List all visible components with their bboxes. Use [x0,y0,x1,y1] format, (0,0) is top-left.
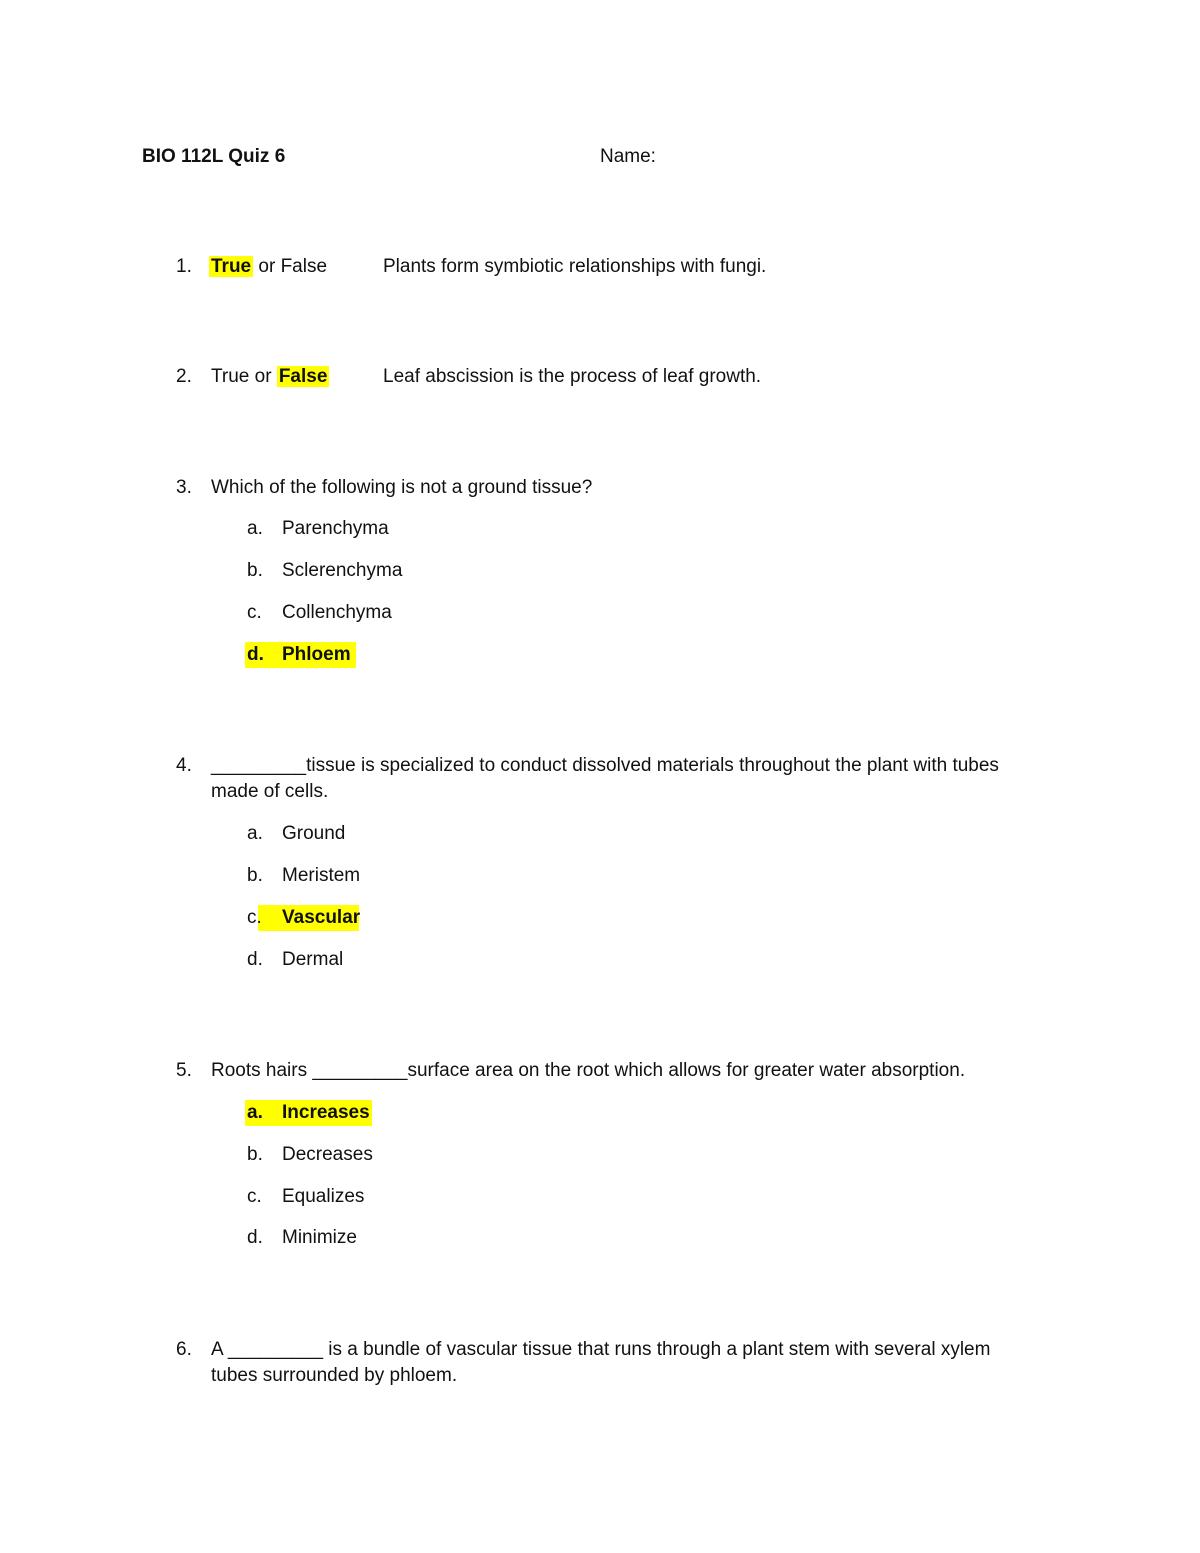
question-text-line1: A _________ is a bundle of vascular tissue that runs through a plant stem with several xylem [211,1339,991,1360]
true-false-choices [211,365,329,389]
option-letter: b. [247,865,263,886]
option-text: Collenchyma [282,602,392,623]
option-letter: c. [247,602,262,623]
option-letter: c. [247,907,262,928]
choice-true-answer: True [211,256,252,277]
question-text-line1: _________tissue is specialized to conduct dissolved materials throughout the plant with tubes [211,755,999,776]
option-letter: a. [247,823,263,844]
question-number: 3. [176,477,192,498]
option-text: Dermal [282,949,344,970]
option-text: Sclerenchyma [282,560,403,581]
option-letter: d. [247,949,263,970]
option-letter-answer: a. [247,1102,263,1123]
option-letter: b. [247,560,263,581]
option-text-answer: Vascular [282,907,361,928]
question-statement: Leaf abscission is the process of leaf growth. [383,366,762,387]
option-text-answer: Increases [282,1102,370,1123]
option-text: Meristem [282,865,361,886]
option-text: Ground [282,823,346,844]
question-text-line2: tubes surrounded by phloem. [211,1365,458,1386]
question-number: 4. [176,755,192,776]
choice-false: False [280,256,328,277]
option-letter-answer: d. [247,644,264,665]
question-number: 6. [176,1339,192,1360]
choice-false-answer: False [278,366,328,387]
choice-or: or [253,256,281,277]
question-number: 1. [176,256,192,277]
question-statement: Plants form symbiotic relationships with fungi. [383,256,767,277]
option-letter: a. [247,518,263,539]
true-false-choices [209,255,327,279]
question-number: 5. [176,1060,192,1081]
question-number: 2. [176,366,192,387]
option-text: Minimize [282,1227,357,1248]
option-text: Decreases [282,1144,373,1165]
option-letter: d. [247,1227,263,1248]
question-text: Which of the following is not a ground tissue? [211,477,593,498]
option-text-answer: Phloem [282,644,351,665]
question-text: Roots hairs _________surface area on the root which allows for greater water absorption. [211,1060,966,1081]
name-label: Name: [600,146,656,167]
choice-or: or [249,366,277,387]
option-text: Equalizes [282,1186,365,1207]
option-text: Parenchyma [282,518,389,539]
question-text-line2: made of cells. [211,781,329,802]
choice-true: True [211,366,250,387]
option-letter: b. [247,1144,263,1165]
option-letter: c. [247,1186,262,1207]
quiz-title: BIO 112L Quiz 6 [142,146,286,167]
